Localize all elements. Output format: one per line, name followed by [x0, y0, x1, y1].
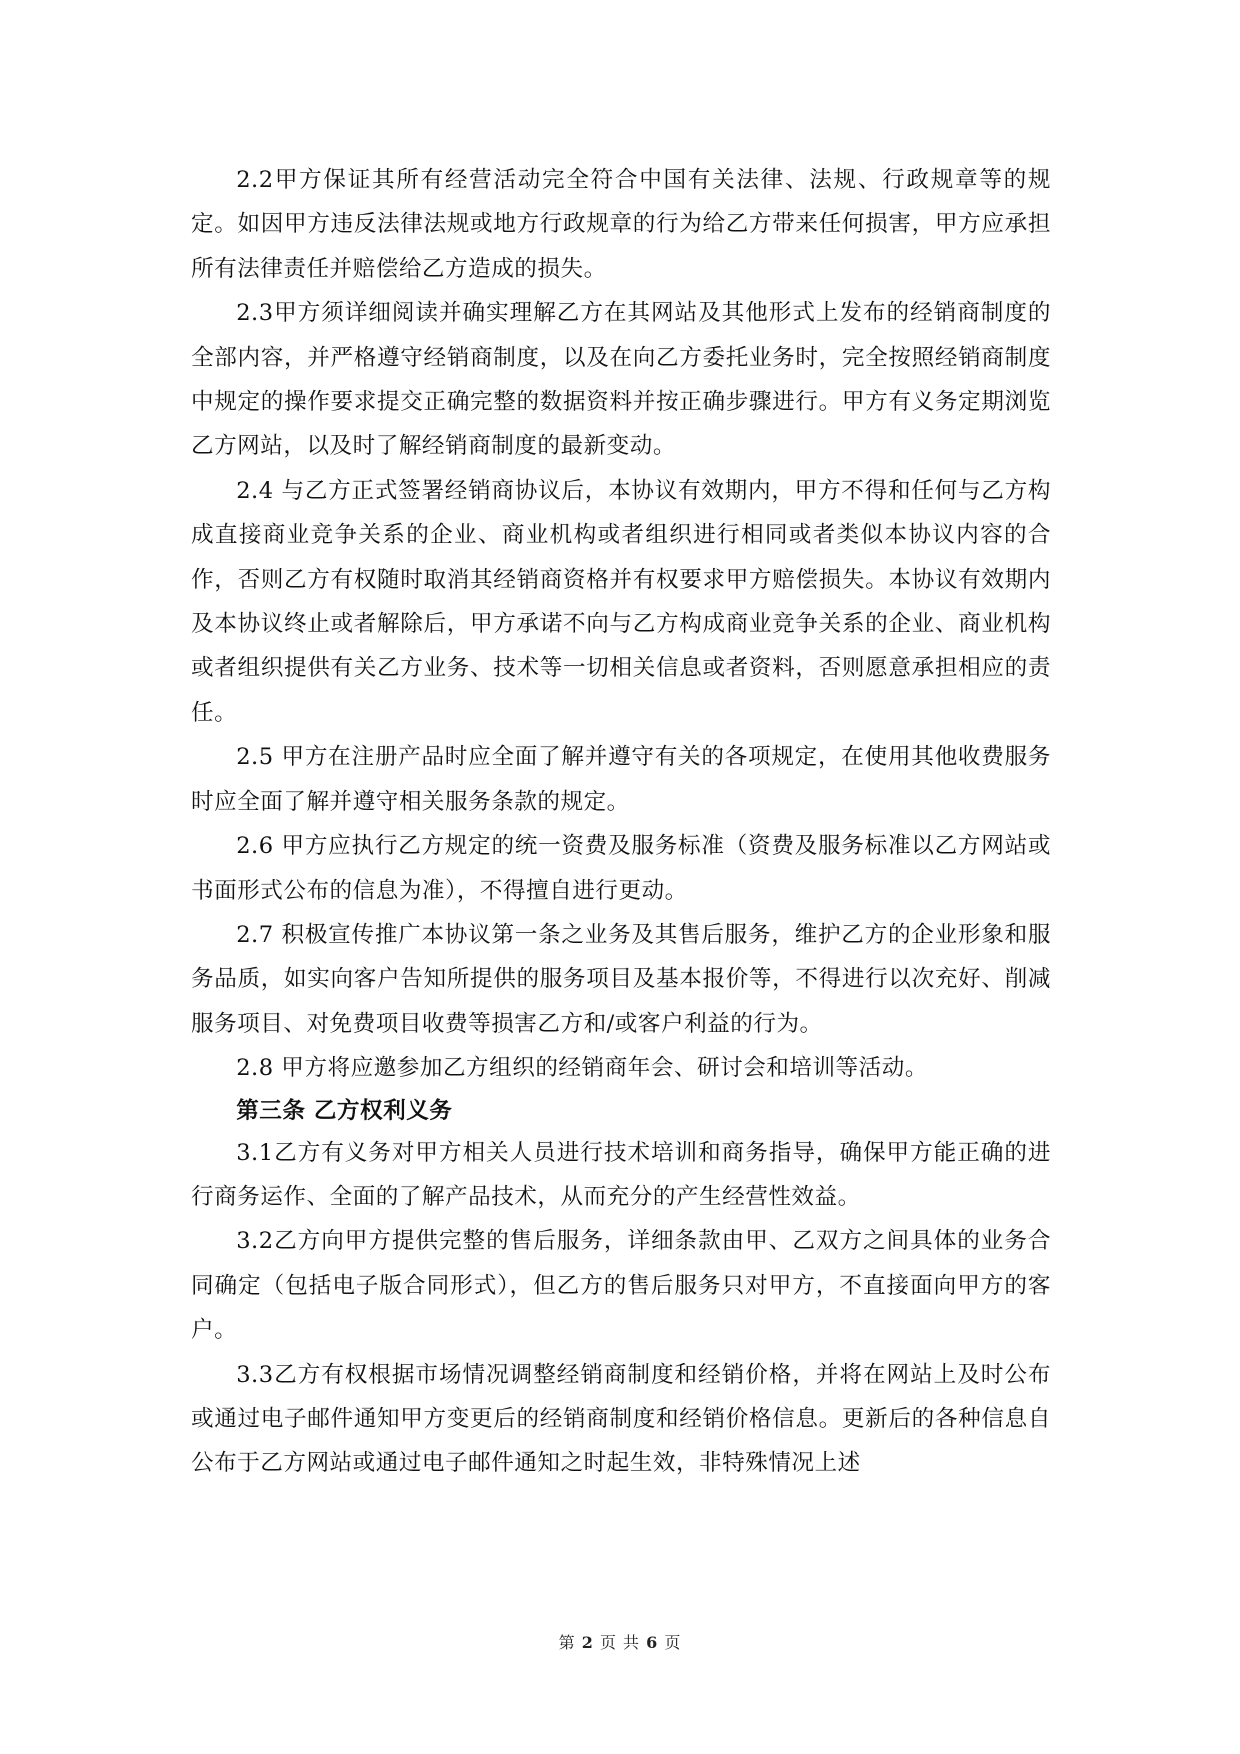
clause-3-2: 3.2乙方向甲方提供完整的售后服务，详细条款由甲、乙双方之间具体的业务合同确定（包括电子版合同形式），但乙方的售后服务只对甲方，不直接面向甲方的客户。: [191, 1228, 1051, 1344]
clause-3-1: 3.1乙方有义务对甲方相关人员进行技术培训和商务指导，确保甲方能正确的进行商务运作、全面的了解产品技术，从而充分的产生经营性效益。: [191, 1139, 1051, 1210]
clause-2-4: 2.4 与乙方正式签署经销商协议后，本协议有效期内，甲方不得和任何与乙方构成直接商业竞争关系的企业、商业机构或者组织进行相同或者类似本协议内容的合作，否则乙方有权随时取消其经销商资格并有权要求甲方赔偿损失。本协议有效期内及本协议终止或者解除后，甲方承诺不向与乙方构成商业竞争关系的企业、商业机构或者组织提供有关乙方业务、技术等一切相关信息或者资料，否则愿意承担相应的责任。: [191, 477, 1051, 726]
clause-2-5: 2.5 甲方在注册产品时应全面了解并遵守有关的各项规定，在使用其他收费服务时应全面了解并遵守相关服务条款的规定。: [191, 744, 1051, 815]
current-page-number: 2: [581, 1633, 594, 1652]
clause-2-8: 2.8 甲方将应邀参加乙方组织的经销商年会、研讨会和培训等活动。: [236, 1055, 928, 1082]
clause-2-2: 2.2甲方保证其所有经营活动完全符合中国有关法律、法规、行政规章等的规定。如因甲方违反法律法规或地方行政规章的行为给乙方带来任何损害，甲方应承担所有法律责任并赔偿给乙方造成的损失。: [191, 167, 1051, 282]
clause-3-3: 3.3乙方有权根据市场情况调整经销商制度和经销价格，并将在网站上及时公布或通过电子邮件通知甲方变更后的经销商制度和经销价格信息。更新后的各种信息自公布于乙方网站或通过电子邮件通知之时起生效，非特殊情况上述: [191, 1361, 1051, 1477]
page-footer: [0, 1630, 1240, 1653]
document-body: [191, 158, 1051, 1486]
clause-2-6: 2.6 甲方应执行乙方规定的统一资费及服务标准（资费及服务标准以乙方网站或书面形式公布的信息为准），不得擅自进行更动。: [191, 833, 1051, 904]
total-pages-number: 6: [646, 1633, 659, 1652]
footer-suffix: 页: [664, 1633, 682, 1652]
footer-middle: 页 共: [599, 1633, 641, 1652]
clause-2-3: 2.3甲方须详细阅读并确实理解乙方在其网站及其他形式上发布的经销商制度的全部内容，并严格遵守经销商制度，以及在向乙方委托业务时，完全按照经销商制度中规定的操作要求提交正确完整的数据资料并按正确步骤进行。甲方有义务定期浏览乙方网站，以及时了解经销商制度的最新变动。: [191, 300, 1051, 460]
section-heading: 第三条 乙方权利义务: [236, 1097, 453, 1124]
footer-prefix: 第: [558, 1633, 576, 1652]
clause-2-7: 2.7 积极宣传推广本协议第一条之业务及其售后服务，维护乙方的企业形象和服务品质，如实向客户告知所提供的服务项目及基本报价等，不得进行以次充好、削减服务项目、对免费项目收费等损害乙方和/或客户利益的行为。: [191, 921, 1051, 1037]
